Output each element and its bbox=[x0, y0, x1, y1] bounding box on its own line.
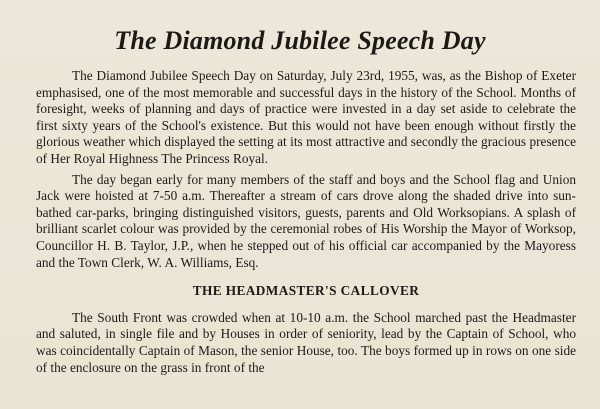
document-body bbox=[36, 68, 576, 380]
paragraph-2: The day began early for many members of the staff and boys and the School flag and Union Jack were hoisted at 7-50 a.m. Thereafter a stream of cars drove along the shaded drive into sun-bathed car-parks, bringing distinguished visitors, guests, parents and Old Worksopians. A splash of brilliant scarlet colour was provided by the ceremonial robes of His Worship the Mayor of Worksop, Councillor H. B. Taylor, J.P., when he stepped out of his official car accompanied by the Mayoress and the Town Clerk, W. A. Williams, Esq. bbox=[36, 171, 576, 270]
section-heading: THE HEADMASTER'S CALLOVER bbox=[192, 283, 420, 299]
paragraph-3: The South Front was crowded when at 10-10 a.m. the School marched past the Headmaster and saluted, in single file and by Houses in order of seniority, lead by the Captain of School, who was coincidentally Captain of Mason, the senior House, too. The boys formed up in rows on one side of the enclosure on the grass in front of the bbox=[36, 309, 576, 375]
paragraph-1: The Diamond Jubilee Speech Day on Saturday, July 23rd, 1955, was, as the Bishop of Exeter emphasised, one of the most memorable and successful days in the history of the School. Months of foresight, weeks of planning and days of practice were invested in a day set aside to celebrate the first sixty years of the School's existence. But this would not have been enough without firstly the glorious weather which displayed the setting at its most attractive and secondly the gracious presence of Her Royal Highness The Princess Royal. bbox=[36, 68, 576, 166]
page-title: The Diamond Jubilee Speech Day bbox=[114, 26, 486, 55]
